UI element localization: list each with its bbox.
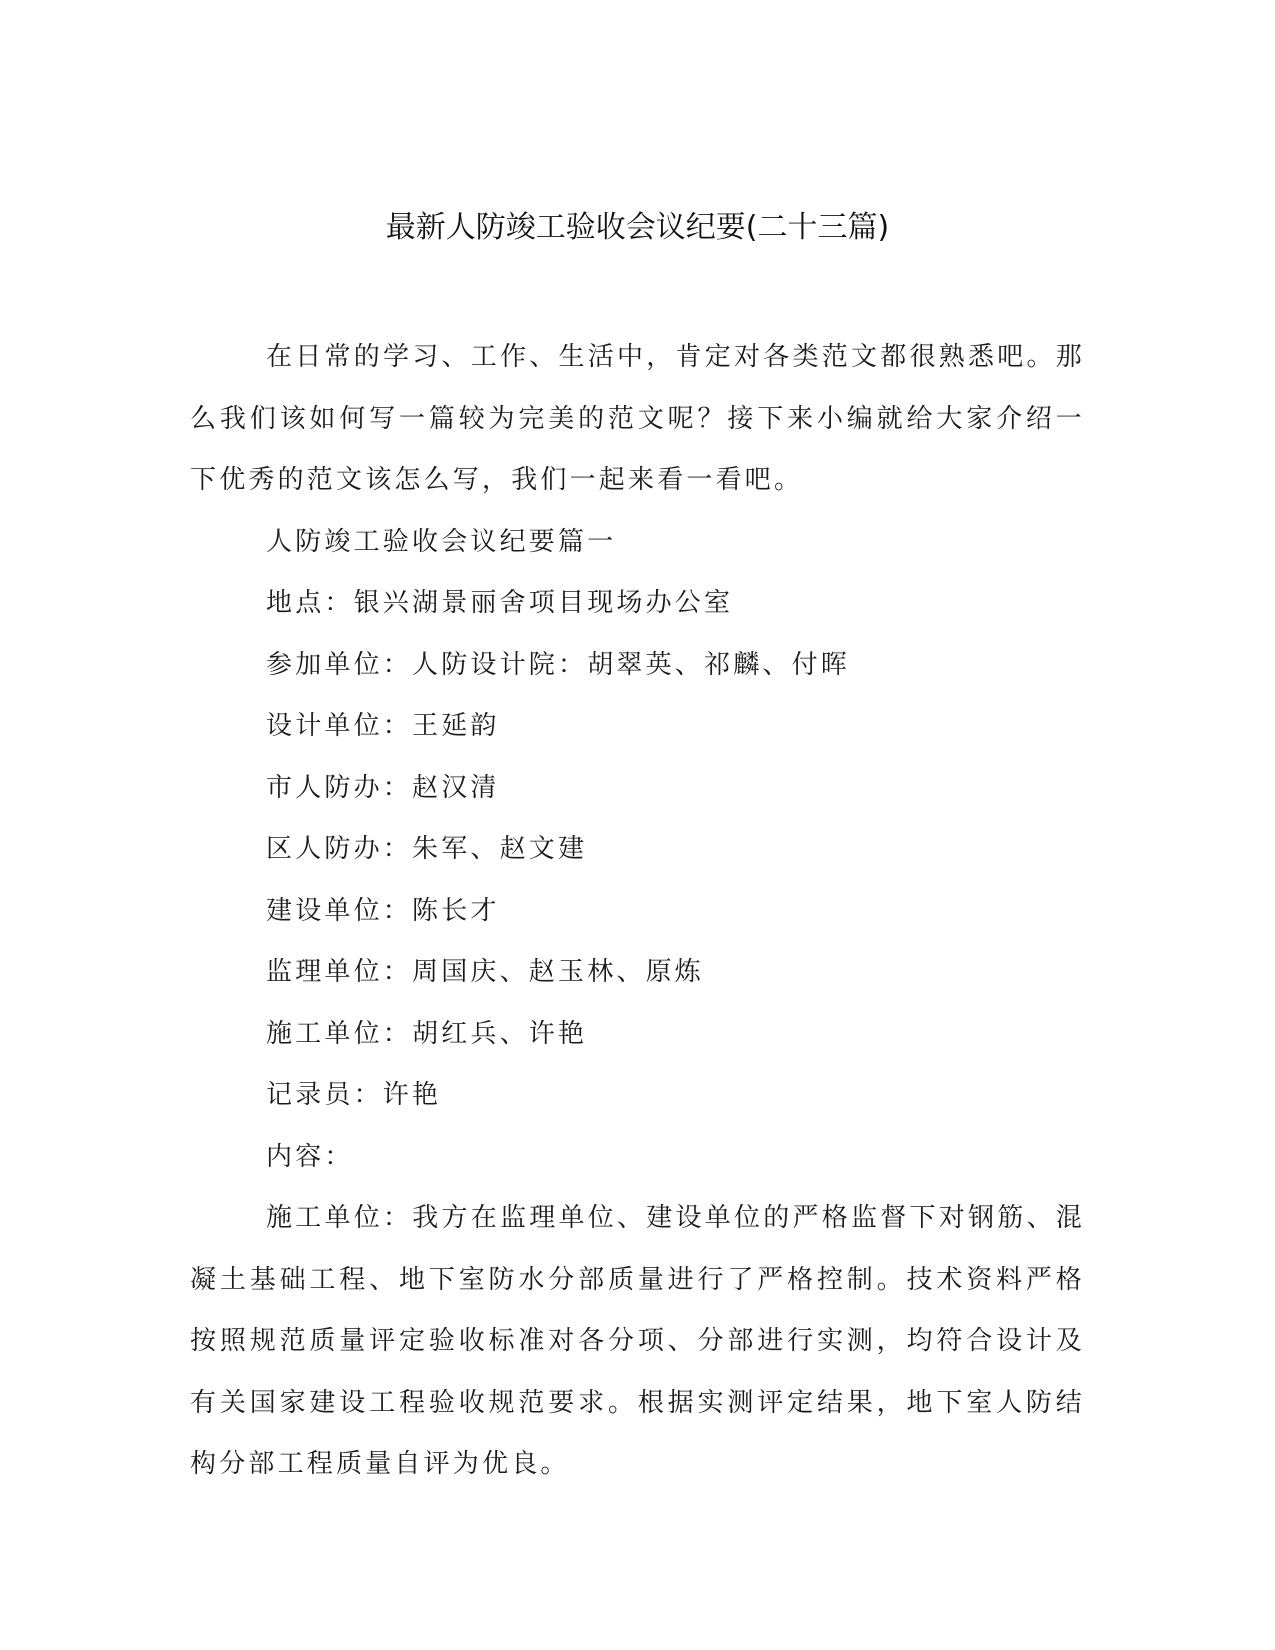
builder-unit-line: 施工单位：胡红兵、许艳	[266, 1018, 588, 1049]
city-office-line: 市人防办：赵汉清	[266, 772, 500, 803]
participants-line: 参加单位：人防设计院：胡翠英、祁麟、付晖	[266, 649, 851, 680]
intro-paragraph: 在日常的学习、工作、生活中，肯定对各类范文都很熟悉吧。那么我们该如何写一篇较为完美的范文呢？接下来小编就给大家介绍一下优秀的范文该怎么写，我们一起来看一看吧。	[190, 342, 1085, 495]
recorder-line: 记录员：许艳	[266, 1080, 442, 1110]
content-paragraph: 施工单位：我方在监理单位、建设单位的严格监督下对钢筋、混凝土基础工程、地下室防水分部质量进行了严格控制。技术资料严格按照规范质量评定验收标准对各分项、分部进行实测，均符合设计及有关国家建设工程验收规范要求。根据实测评定结果，地下室人防结构分部工程质量自评为优良。	[190, 1203, 1085, 1479]
location-line: 地点：银兴湖景丽舍项目现场办公室	[266, 588, 734, 618]
district-office-line: 区人防办：朱军、赵文建	[266, 834, 588, 864]
supervision-unit-line: 监理单位：周国庆、赵玉林、原炼	[266, 957, 705, 987]
construction-unit-line: 建设单位：陈长才	[266, 895, 500, 926]
document-body	[190, 327, 1085, 1496]
section-heading: 人防竣工验收会议纪要篇一	[266, 526, 617, 557]
content-label: 内容：	[266, 1141, 354, 1172]
document-title: 最新人防竣工验收会议纪要(二十三篇)	[385, 210, 890, 245]
design-unit-line: 设计单位：王延韵	[266, 711, 500, 741]
